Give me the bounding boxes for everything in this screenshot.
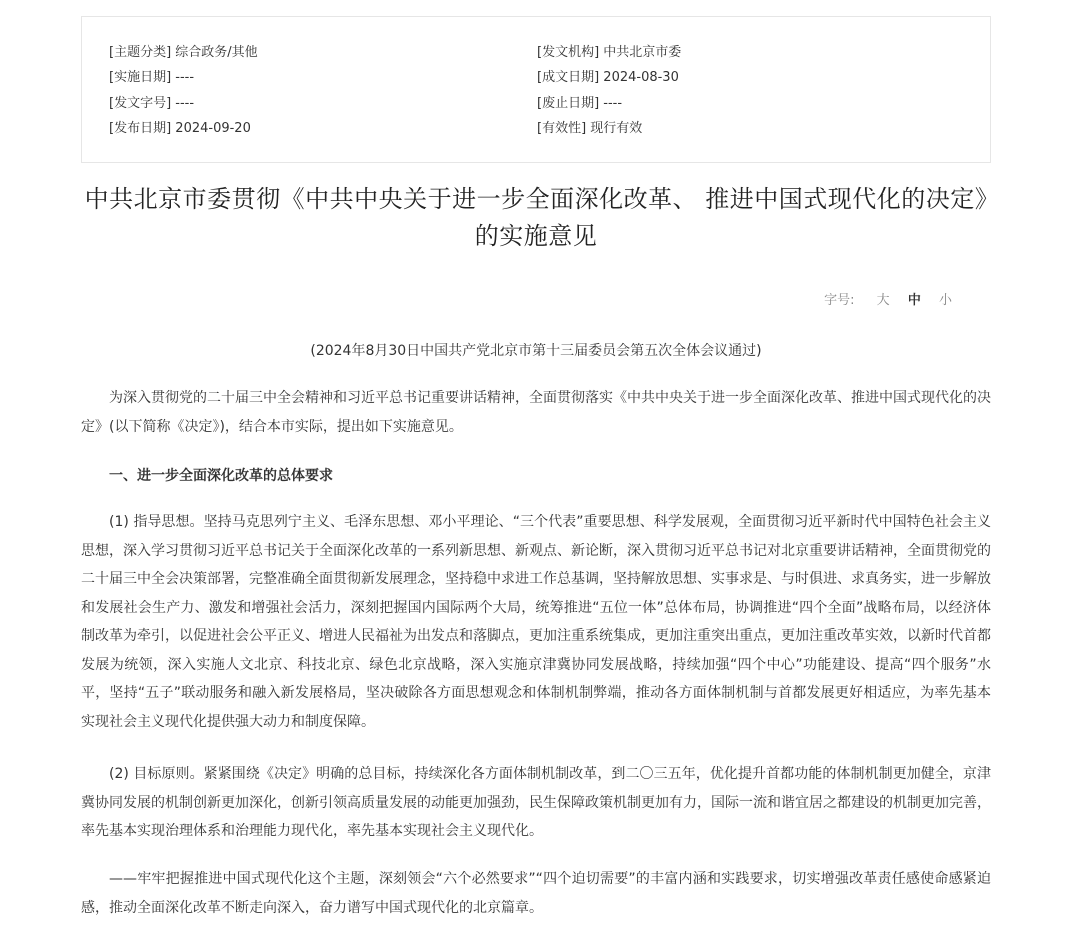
- meta-abolish-date: [537, 95, 622, 113]
- meta-publish-date-value: 2024-09-20: [175, 121, 251, 136]
- meta-doc-number-value: ----: [175, 96, 195, 111]
- font-size-medium-button[interactable]: 中: [907, 293, 921, 308]
- section-heading: 一、进一步全面深化改革的总体要求: [109, 468, 333, 484]
- meta-issuer-label: [发文机构]: [537, 45, 600, 60]
- meta-publish-date: [109, 120, 251, 138]
- meta-validity: [537, 120, 642, 138]
- document-subtitle: (2024年8月30日中国共产党北京市第十三届委员会第五次全体会议通过): [310, 343, 762, 359]
- font-size-large-button[interactable]: 大: [876, 293, 890, 308]
- paragraph-guiding-thought-text: (1) 指导思想。坚持马克思列宁主义、毛泽东思想、邓小平理论、“三个代表”重要思想、科学发展观，全面贯彻习近平新时代中国特色社会主义思想，深入学习贯彻习近平总书记关于全面深化改革的一系列新思想、新观点、新论断，深入贯彻习近平总书记对北京重要讲话精神，全面贯彻党的二十届三中全会决策部署，完整准确全面贯彻新发展理念，坚持稳中求进工作总基调，坚持解放思想、实事求是、与时俱进、求真务实，进一步解放和发展社会生产力、激发和增强社会活力，深刻把握国内国际两个大局，统筹推进“五位一体”总体布局，协调推进“四个全面”战略布局，以经济体制改革为牵引，以促进社会公平正义、增进人民福祉为出发点和落脚点，更加注重系统集成，更加注重突出重点，更加注重改革实效，以新时代首都发展为统领，深入实施人文北京、科技北京、绿色北京战略，深入实施京津冀协同发展战略，持续加强“四个中心”功能建设、提高“四个服务”水平，坚持“五子”联动服务和融入新发展格局，坚决破除各方面思想观念和体制机制弊端，推动各方面体制机制与首都发展更好相适应，为率先基本实现社会主义现代化提供强大动力和制度保障。: [81, 514, 991, 730]
- meta-topic-value: 综合政务/其他: [175, 45, 258, 60]
- meta-doc-number-label: [发文字号]: [109, 96, 172, 111]
- meta-abolish-date-value: ----: [603, 96, 623, 111]
- meta-effective-date-value: ----: [175, 70, 195, 85]
- meta-created-date: [537, 69, 679, 87]
- paragraph-goals-text: (2) 目标原则。紧紧围绕《决定》明确的总目标，持续深化各方面体制机制改革，到二〇三五年，优化提升首都功能的体制机制更加健全，京津冀协同发展的机制创新更加深化，创新引领高质量发展的动能更加强劲，民生保障政策机制更加有力，国际一流和谐宜居之都建设的机制更加完善，率先基本实现治理体系和治理能力现代化，率先基本实现社会主义现代化。: [81, 766, 991, 839]
- font-size-small-button[interactable]: 小: [938, 293, 952, 308]
- paragraph-goals: [81, 760, 991, 846]
- meta-issuer: [537, 44, 681, 62]
- meta-effective-date-label: [实施日期]: [109, 70, 172, 85]
- font-size-label: 字号:: [824, 293, 855, 308]
- document-metadata-panel: [81, 16, 991, 163]
- meta-validity-label: [有效性]: [537, 121, 587, 136]
- meta-abolish-date-label: [废止日期]: [537, 96, 600, 111]
- meta-doc-number: [109, 95, 194, 113]
- meta-publish-date-label: [发布日期]: [109, 121, 172, 136]
- meta-topic: [109, 44, 258, 62]
- paragraph-theme: [81, 865, 991, 922]
- document-title: 中共北京市委贯彻《中共中央关于进一步全面深化改革、 推进中国式现代化的决定》的实施意见: [84, 185, 988, 250]
- intro-text: 为深入贯彻党的二十届三中全会精神和习近平总书记重要讲话精神，全面贯彻落实《中共中央关于进一步全面深化改革、推进中国式现代化的决定》(以下简称《决定》)，结合本市实际，提出如下实施意见。: [81, 390, 991, 435]
- meta-effective-date: [109, 69, 194, 87]
- meta-validity-value: 现行有效: [590, 121, 643, 136]
- meta-issuer-value: 中共北京市委: [603, 45, 682, 60]
- meta-topic-label: [主题分类]: [109, 45, 172, 60]
- paragraph-theme-text: ——牢牢把握推进中国式现代化这个主题，深刻领会“六个必然要求”“四个迫切需要”的丰富内涵和实践要求，切实增强改革责任感使命感紧迫感，推动全面深化改革不断走向深入，奋力谱写中国式现代化的北京篇章。: [81, 871, 991, 916]
- paragraph-guiding-thought: [81, 508, 991, 736]
- font-size-selector: [824, 292, 952, 310]
- intro-paragraph: [81, 384, 991, 441]
- meta-created-date-value: 2024-08-30: [603, 70, 679, 85]
- meta-created-date-label: [成文日期]: [537, 70, 600, 85]
